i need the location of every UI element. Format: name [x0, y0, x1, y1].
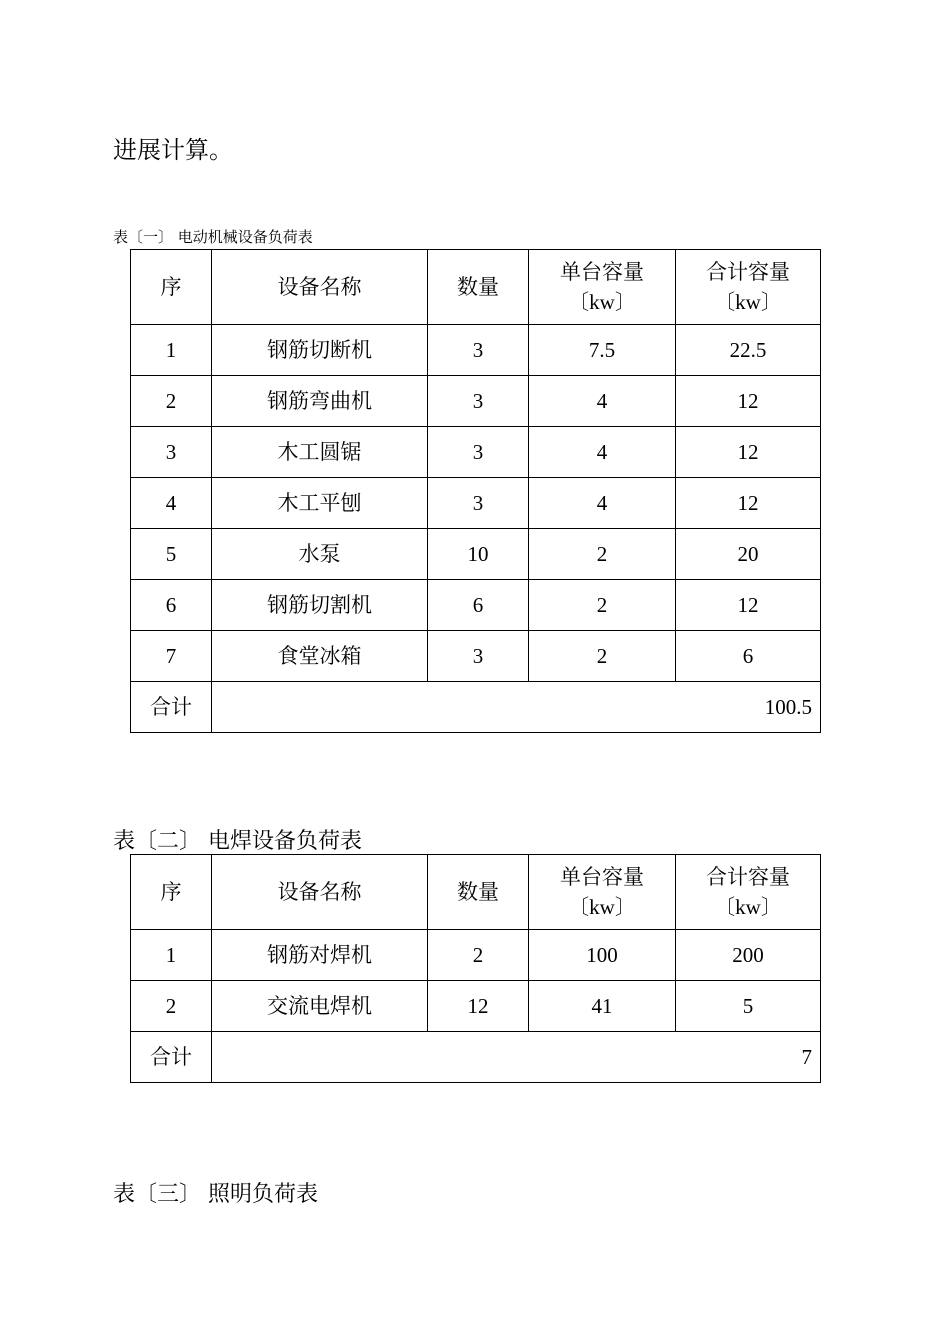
cell-qty: 2 — [428, 930, 529, 981]
table-row — [131, 930, 821, 981]
cell-no: 4 — [131, 478, 212, 529]
cell-qty: 6 — [428, 580, 529, 631]
table2-caption: 表〔二〕 电焊设备负荷表 — [113, 829, 362, 854]
table-row — [131, 427, 821, 478]
header-qty: 数量 — [428, 250, 529, 325]
header-unit-capacity — [529, 855, 676, 930]
header-no: 序 — [131, 250, 212, 325]
table-row — [131, 325, 821, 376]
cell-qty: 3 — [428, 427, 529, 478]
cell-name: 木工圆锯 — [212, 427, 428, 478]
header-qty: 数量 — [428, 855, 529, 930]
welding-load-table — [130, 854, 821, 1083]
table-total-row — [131, 1032, 821, 1083]
cell-unit: 41 — [529, 981, 676, 1032]
cell-unit: 4 — [529, 376, 676, 427]
table-row — [131, 981, 821, 1032]
equipment-load-table — [130, 249, 821, 733]
header-name: 设备名称 — [212, 855, 428, 930]
cell-name: 钢筋切断机 — [212, 325, 428, 376]
cell-qty: 3 — [428, 478, 529, 529]
cell-unit: 2 — [529, 580, 676, 631]
total-label: 合计 — [131, 1032, 212, 1083]
cell-unit: 4 — [529, 427, 676, 478]
total-value: 7 — [212, 1032, 821, 1083]
cell-name: 木工平刨 — [212, 478, 428, 529]
header-total-capacity-line2: 〔kw〕 — [714, 895, 782, 919]
table-row — [131, 478, 821, 529]
table1-caption: 表〔一〕 电动机械设备负荷表 — [113, 228, 313, 246]
cell-total: 12 — [676, 427, 821, 478]
cell-unit: 2 — [529, 529, 676, 580]
total-value: 100.5 — [212, 682, 821, 733]
cell-no: 7 — [131, 631, 212, 682]
cell-total: 5 — [676, 981, 821, 1032]
table-total-row — [131, 682, 821, 733]
cell-unit: 2 — [529, 631, 676, 682]
table-row — [131, 376, 821, 427]
cell-total: 20 — [676, 529, 821, 580]
intro-text: 进展计算。 — [113, 136, 233, 164]
cell-name: 水泵 — [212, 529, 428, 580]
cell-name: 钢筋对焊机 — [212, 930, 428, 981]
cell-qty: 3 — [428, 376, 529, 427]
cell-qty: 3 — [428, 631, 529, 682]
cell-qty: 3 — [428, 325, 529, 376]
cell-no: 2 — [131, 981, 212, 1032]
cell-total: 12 — [676, 376, 821, 427]
cell-name: 钢筋切割机 — [212, 580, 428, 631]
cell-no: 6 — [131, 580, 212, 631]
cell-name: 食堂冰箱 — [212, 631, 428, 682]
header-total-capacity-line1: 合计容量 — [706, 260, 790, 284]
cell-unit: 4 — [529, 478, 676, 529]
cell-no: 3 — [131, 427, 212, 478]
cell-no: 2 — [131, 376, 212, 427]
cell-total: 12 — [676, 478, 821, 529]
cell-qty: 12 — [428, 981, 529, 1032]
cell-total: 200 — [676, 930, 821, 981]
table3-caption: 表〔三〕 照明负荷表 — [113, 1182, 318, 1207]
header-unit-capacity — [529, 250, 676, 325]
cell-total: 12 — [676, 580, 821, 631]
header-unit-capacity-line1: 单台容量 — [560, 260, 644, 284]
header-unit-capacity-line2: 〔kw〕 — [568, 895, 636, 919]
cell-total: 6 — [676, 631, 821, 682]
cell-no: 1 — [131, 325, 212, 376]
header-unit-capacity-line2: 〔kw〕 — [568, 290, 636, 314]
header-total-capacity-line2: 〔kw〕 — [714, 290, 782, 314]
cell-name: 钢筋弯曲机 — [212, 376, 428, 427]
header-no: 序 — [131, 855, 212, 930]
header-total-capacity — [676, 250, 821, 325]
cell-name: 交流电焊机 — [212, 981, 428, 1032]
table-row — [131, 529, 821, 580]
cell-unit: 7.5 — [529, 325, 676, 376]
header-name: 设备名称 — [212, 250, 428, 325]
cell-qty: 10 — [428, 529, 529, 580]
cell-unit: 100 — [529, 930, 676, 981]
table-header-row — [131, 855, 821, 930]
header-unit-capacity-line1: 单台容量 — [560, 865, 644, 889]
total-label: 合计 — [131, 682, 212, 733]
table-header-row — [131, 250, 821, 325]
cell-no: 1 — [131, 930, 212, 981]
table-row — [131, 580, 821, 631]
cell-total: 22.5 — [676, 325, 821, 376]
header-total-capacity-line1: 合计容量 — [706, 865, 790, 889]
table-row — [131, 631, 821, 682]
cell-no: 5 — [131, 529, 212, 580]
header-total-capacity — [676, 855, 821, 930]
